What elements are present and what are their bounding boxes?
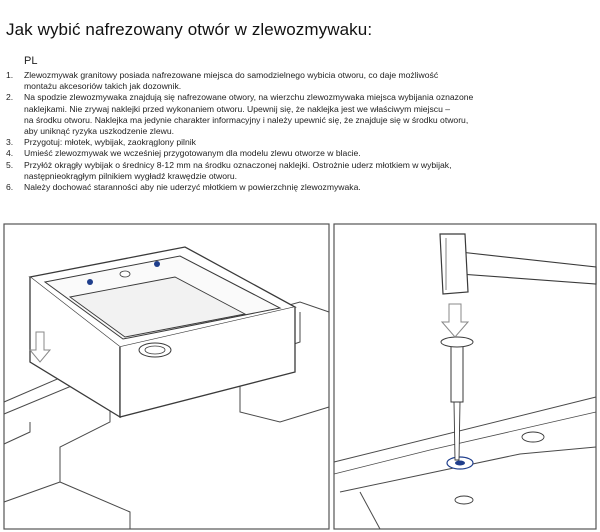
step-number: 2. [6,92,14,103]
hammer-icon [440,234,596,294]
language-code: PL [24,55,38,67]
step-text: Umieść zlewozmywak we wcześniej przygotowanym dla modelu zlewu otworze w blacie. [24,148,361,159]
step-number: 5. [6,159,14,170]
drain-hole [139,343,171,357]
sink-placement-illustration [4,224,329,529]
list-item [6,148,594,159]
tap-hole [120,271,130,277]
instruction-list [6,70,594,193]
list-item [6,137,594,148]
cabinet-line [4,422,30,444]
hole-punching-illustration [334,224,596,529]
surface-edge [334,397,596,462]
illustration-area [0,222,600,532]
sticker-marker-icon [154,261,160,267]
step-text: Zlewozmywak granitowy posiada nafrezowane miejsca do samodzielnego wybicia otworu, co daje możliwość montażu akcesoriów takich jak dozownik. [24,70,439,92]
target-center-icon [455,461,465,466]
down-arrow-icon [442,304,468,337]
sticker-marker-icon [87,279,93,285]
list-item [6,182,594,193]
step-number: 1. [6,70,14,80]
step-number: 3. [6,137,14,148]
cabinet-base [4,482,60,502]
page-title: Jak wybić nafrezowany otwór w zlewozmywaku: [6,20,373,39]
sink [30,247,295,417]
step-text: Przygotuj: młotek, wybijak, zaokrąglony pilnik [24,137,196,148]
step-text: Należy dochować staranności aby nie uderzyć młotkiem w powierzchnię zlewozmywaka. [24,182,361,193]
step-text: Przyłóż okrągły wybijak o średnicy 8-12 mm na środku oznaczonej naklejki. Ostrożnie uderz młotkiem w wybijak, następnieokrągłym pilnikiem wygładź krawędzie otworu. [24,159,452,181]
list-item [6,160,594,182]
list-item [6,92,594,137]
step-number: 6. [6,182,14,193]
list-item [6,70,594,92]
step-number: 4. [6,148,14,159]
existing-hole [522,432,544,442]
step-text: Na spodzie zlewozmywaka znajdują się nafrezowane otwory, na wierzchu zlewozmywaka miejsca wybijania oznazone naklejkami. Nie zrywaj naklejki przed wykonaniem otworu. Upewnij się, że naklejka jest we właściwym miejscu – na środku otworu. Naklejka ma jedynie charakter informacyjny i należy upewnić się, że znajduje się w środku otworu, aby uniknąć ryzyka uszkodzenie zlewu. [24,92,474,137]
sink-corner [360,492,380,529]
sink-rim-edge [340,447,596,492]
lower-hole [455,496,473,504]
